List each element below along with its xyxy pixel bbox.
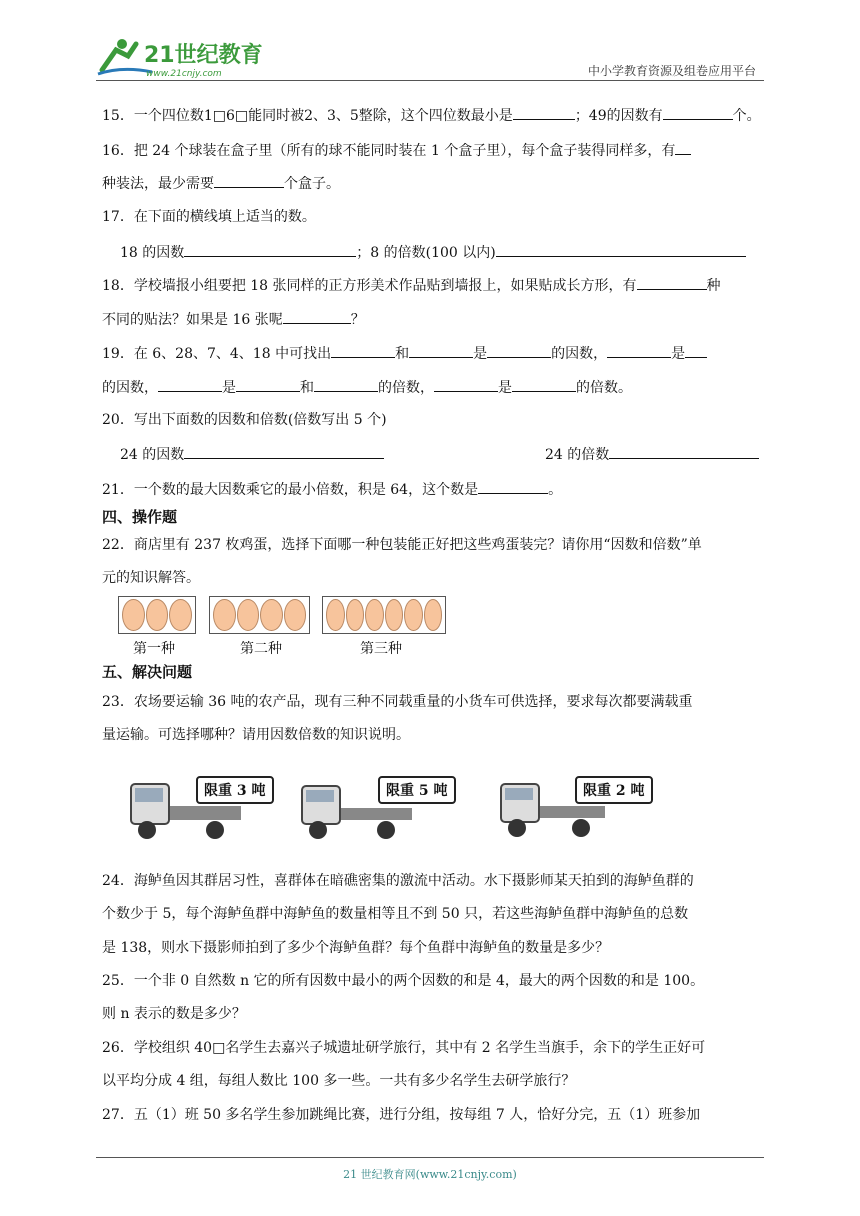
q16-text-b: 种装法，最少需要 xyxy=(102,176,214,192)
q19-text-k: 的倍数。 xyxy=(576,380,632,396)
question-16 xyxy=(102,140,764,161)
egg-icon xyxy=(260,599,283,631)
egg-icon xyxy=(385,599,404,631)
question-19 xyxy=(102,343,764,364)
question-20-multiples xyxy=(545,444,764,465)
q19-text-c: 是 xyxy=(473,346,488,362)
answer-blank[interactable] xyxy=(184,444,384,459)
question-22: 22．商店里有 237 枚鸡蛋，选择下面哪一种包装能正好把这些鸡蛋装完？请你用“因数和倍数”单 xyxy=(102,537,702,553)
egg-icon xyxy=(365,599,384,631)
question-27: 27．五（1）班 50 多名学生参加跳绳比赛，进行分组，按每组 7 人，恰好分完，五（1）班参加 xyxy=(102,1107,701,1123)
q18-text-d: ？ xyxy=(350,312,365,328)
egg-icon xyxy=(169,599,192,631)
egg-package-1 xyxy=(118,596,196,634)
header-divider xyxy=(96,80,764,81)
question-25-cont: 则 n 表示的数是多少？ xyxy=(102,1006,246,1022)
egg-icon xyxy=(326,599,345,631)
answer-blank[interactable] xyxy=(434,377,498,392)
answer-blank[interactable] xyxy=(607,343,671,358)
logo-text: 21世纪教育 xyxy=(144,43,262,68)
answer-blank[interactable] xyxy=(663,105,733,120)
q19-text-b: 和 xyxy=(395,346,410,362)
q19-text-a: 19．在 6、28、7、4、18 中可找出 xyxy=(102,346,332,362)
answer-blank[interactable] xyxy=(214,173,284,188)
answer-blank[interactable] xyxy=(478,479,548,494)
q15-text-b: ；49的因数有 xyxy=(574,108,663,124)
answer-blank[interactable] xyxy=(609,444,759,459)
section-title-operations: 四、操作题 xyxy=(102,508,178,526)
answer-blank[interactable] xyxy=(409,343,473,358)
site-logo xyxy=(92,30,262,80)
answer-blank[interactable] xyxy=(158,377,222,392)
q19-text-g: 是 xyxy=(222,380,236,396)
answer-blank[interactable] xyxy=(496,242,746,257)
q19-text-f: 的因数， xyxy=(102,380,158,396)
egg-icon xyxy=(146,599,169,631)
egg-icon xyxy=(213,599,236,631)
q19-text-h: 和 xyxy=(300,380,314,396)
answer-blank[interactable] xyxy=(236,377,300,392)
q19-text-j: 是 xyxy=(498,380,512,396)
footer-divider xyxy=(96,1157,764,1158)
question-22-cont: 元的知识解答。 xyxy=(102,570,200,586)
q18-text-b: 种 xyxy=(706,278,721,294)
egg-package-3 xyxy=(322,596,446,634)
question-17-line xyxy=(120,242,764,263)
logo-url: www.21cnjy.com xyxy=(146,69,222,79)
egg-icon xyxy=(237,599,260,631)
q16-text-c: 个盒子。 xyxy=(284,176,340,192)
question-26: 26．学校组织 40□名学生去嘉兴子城遗址研学旅行，其中有 2 名学生当旗手，余下的学生正好可 xyxy=(102,1040,706,1056)
q21-text-a: 21．一个数的最大因数乘它的最小倍数，积是 64，这个数是 xyxy=(102,482,479,498)
egg-icon xyxy=(404,599,423,631)
q15-text-c: 个。 xyxy=(732,108,761,124)
answer-blank[interactable] xyxy=(685,343,707,358)
q20-text-c: 24 的倍数 xyxy=(545,447,610,463)
q19-text-e: 是 xyxy=(671,346,686,362)
answer-blank[interactable] xyxy=(184,242,356,257)
question-24-cont-2: 是 138，则水下摄影师拍到了多少个海鲈鱼群？每个鱼群中海鲈鱼的数量是多少？ xyxy=(102,940,610,956)
q16-text-a: 16．把 24 个球装在盒子里（所有的球不能同时装在 1 个盒子里），每个盒子装得同样多，有 xyxy=(102,143,676,159)
q20-text-b: 24 的因数 xyxy=(120,447,185,463)
answer-blank[interactable] xyxy=(487,343,551,358)
answer-blank[interactable] xyxy=(283,309,351,324)
egg-label-3: 第三种 xyxy=(360,641,402,657)
question-26-cont: 以平均分成 4 组，每组人数比 100 多一些。一共有多少名学生去研学旅行？ xyxy=(102,1073,576,1089)
question-18-cont xyxy=(102,309,764,330)
question-24: 24．海鲈鱼因其群居习性，喜群体在暗礁密集的激流中活动。水下摄影师某天拍到的海鲈鱼群的 xyxy=(102,873,694,889)
q17-text-b: 18 的因数 xyxy=(120,245,185,261)
answer-blank[interactable] xyxy=(513,105,575,120)
footer-text: 21 世纪教育网(www.21cnjy.com) xyxy=(343,1168,517,1181)
question-18 xyxy=(102,275,764,296)
egg-package-2 xyxy=(209,596,310,634)
answer-blank[interactable] xyxy=(331,343,395,358)
section-title-problems: 五、解决问题 xyxy=(102,663,193,681)
question-20: 20．写出下面数的因数和倍数(倍数写出 5 个) xyxy=(102,412,387,428)
question-15 xyxy=(102,105,764,126)
egg-icon xyxy=(424,599,443,631)
egg-label-1: 第一种 xyxy=(133,641,175,657)
answer-blank[interactable] xyxy=(675,140,691,155)
question-16-cont xyxy=(102,173,764,194)
weight-limit-sign-1: 限重 3 吨 xyxy=(196,776,274,804)
question-21 xyxy=(102,479,764,500)
egg-icon xyxy=(284,599,307,631)
question-24-cont-1: 个数少于 5，每个海鲈鱼群中海鲈鱼的数量相等且不到 50 只，若这些海鲈鱼群中海鲈鱼的总数 xyxy=(102,906,689,922)
q19-text-i: 的倍数， xyxy=(378,380,434,396)
weight-limit-sign-2: 限重 5 吨 xyxy=(378,776,456,804)
answer-blank[interactable] xyxy=(512,377,576,392)
answer-blank[interactable] xyxy=(314,377,378,392)
egg-label-2: 第二种 xyxy=(240,641,282,657)
q19-text-d: 的因数， xyxy=(551,346,608,362)
egg-icon xyxy=(346,599,365,631)
egg-icon xyxy=(122,599,145,631)
question-25: 25．一个非 0 自然数 n 它的所有因数中最小的两个因数的和是 4，最大的两个因数的和是 100。 xyxy=(102,973,705,989)
q18-text-c: 不同的贴法？如果是 16 张呢 xyxy=(102,312,283,328)
header-platform-text: 中小学教育资源及组卷应用平台 xyxy=(587,64,756,78)
q15-text-a: 15．一个四位数1□6□能同时被2、3、5整除，这个四位数最小是 xyxy=(102,108,513,124)
question-23: 23．农场要运输 36 吨的农产品，现有三种不同载重量的小货车可供选择，要求每次都要满载重 xyxy=(102,694,693,710)
q21-text-b: 。 xyxy=(548,482,563,498)
question-23-cont: 量运输。可选择哪种？请用因数倍数的知识说明。 xyxy=(102,727,410,743)
question-17: 17．在下面的横线填上适当的数。 xyxy=(102,209,316,225)
question-19-cont xyxy=(102,377,764,398)
q18-text-a: 18．学校墙报小组要把 18 张同样的正方形美术作品贴到墙报上，如果贴成长方形，有 xyxy=(102,278,637,294)
q17-text-c: ；8 的倍数(100 以内) xyxy=(356,245,496,261)
weight-limit-sign-3: 限重 2 吨 xyxy=(575,776,653,804)
answer-blank[interactable] xyxy=(637,275,707,290)
